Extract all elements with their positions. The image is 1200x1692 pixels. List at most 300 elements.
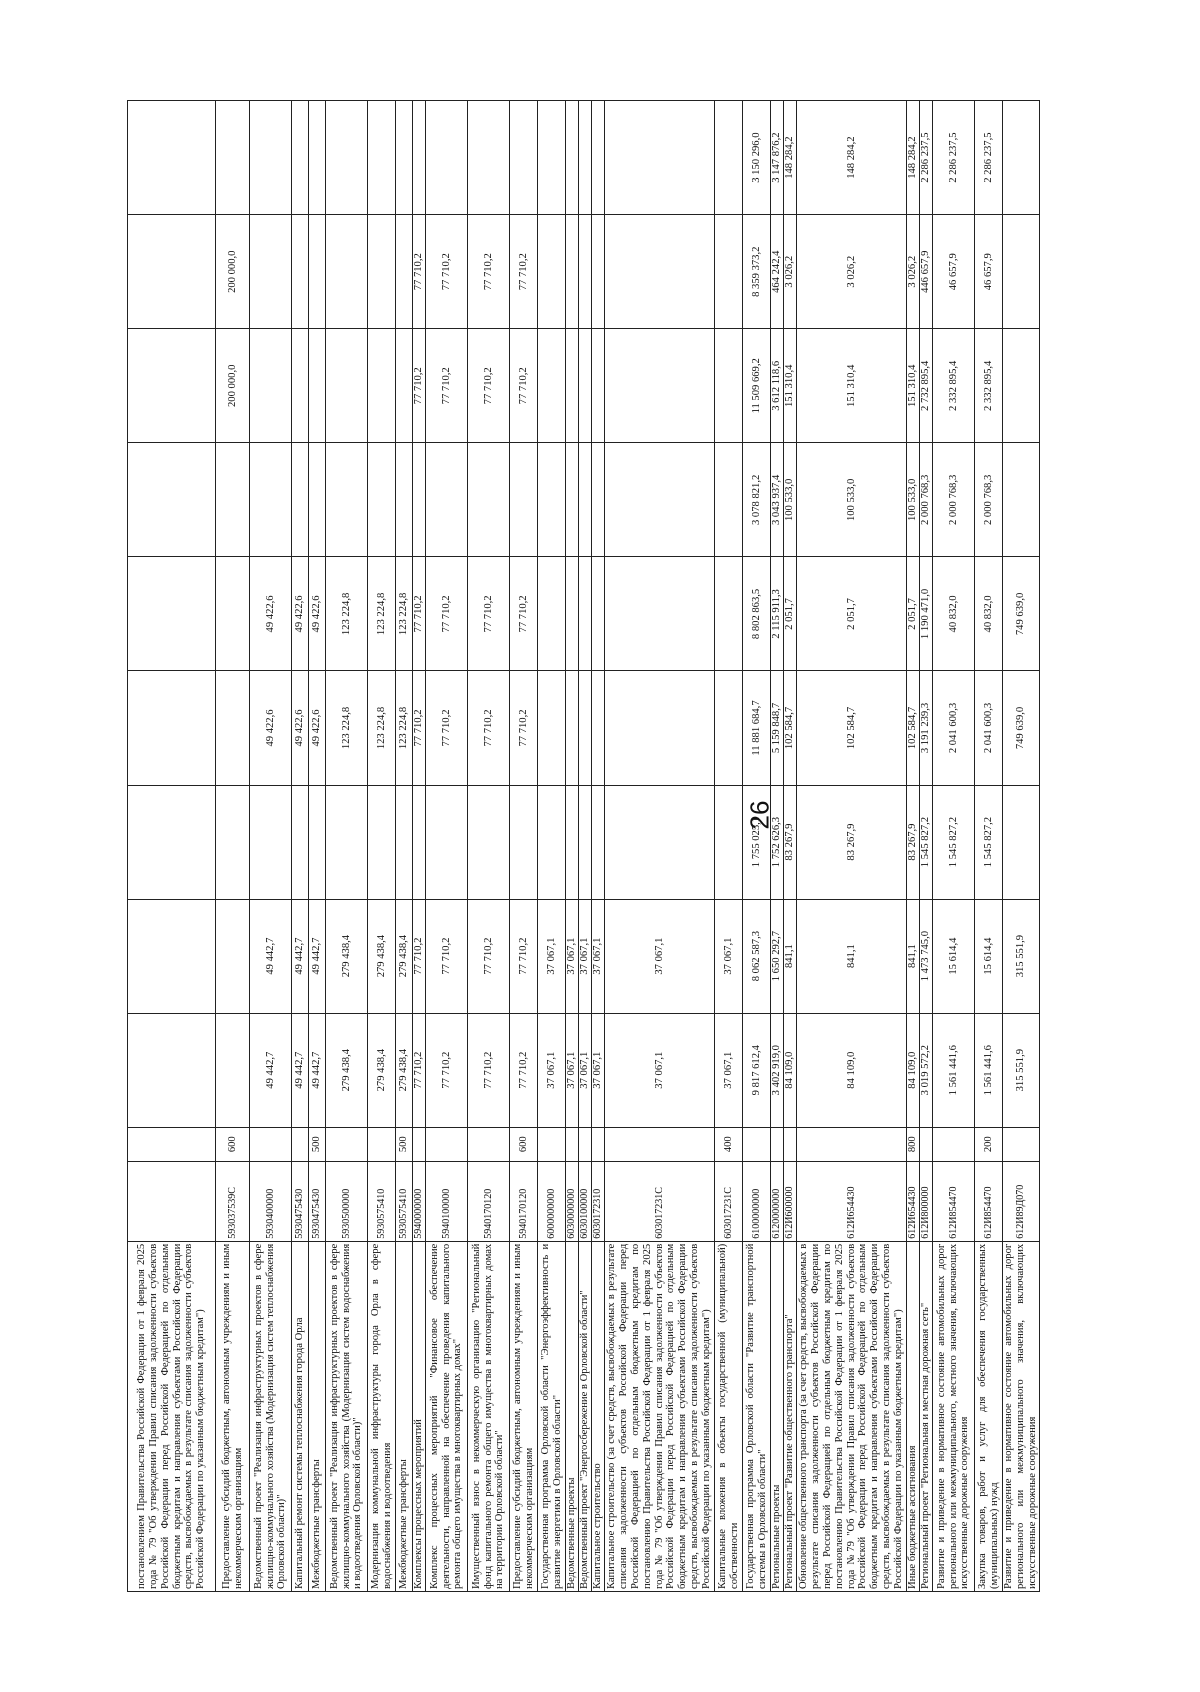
amount-cell: 3 147 876,2 xyxy=(771,101,784,215)
expense-type-cell xyxy=(566,1127,579,1161)
amount-cell xyxy=(309,215,326,329)
amount-cell: 49 442,7 xyxy=(309,899,326,1013)
target-code-cell: 612И800000 xyxy=(920,1161,933,1241)
amount-cell xyxy=(426,101,468,215)
amount-cell: 102 584,7 xyxy=(784,671,797,785)
amount-cell: 2 000 768,3 xyxy=(933,443,975,557)
amount-cell: 84 109,0 xyxy=(797,1013,907,1127)
amount-cell: 151 310,4 xyxy=(907,329,920,443)
amount-cell: 279 438,4 xyxy=(396,1013,413,1127)
row-name-cell: Государственная программа Орловской области "Энергоэффективность и развитие энергетики в Орловской области" xyxy=(538,1241,566,1591)
amount-cell: 77 710,2 xyxy=(413,671,426,785)
amount-cell: 123 224,8 xyxy=(326,671,368,785)
amount-cell: 3 026,2 xyxy=(907,215,920,329)
amount-cell xyxy=(592,329,605,443)
row-name-cell: Закупка товаров, работ и услуг для обеспечения государственных (муниципальных) нужд xyxy=(975,1241,1003,1591)
amount-cell xyxy=(368,785,396,899)
row-name-cell: Ведомственный проект "Реализация инфраструктурных проектов в сфере жилищно-коммунального хозяйства (Модернизация систем теплоснабжения Орловской области)" xyxy=(250,1241,292,1591)
amount-cell xyxy=(538,215,566,329)
amount-cell: 200 000,0 xyxy=(216,329,250,443)
expense-type-cell xyxy=(250,1127,292,1161)
expense-type-cell xyxy=(426,1127,468,1161)
amount-cell: 49 422,6 xyxy=(309,671,326,785)
amount-cell: 3 043 937,4 xyxy=(771,443,784,557)
amount-cell xyxy=(605,101,715,215)
expense-type-cell xyxy=(468,1127,510,1161)
target-code-cell: 612И654430 xyxy=(907,1161,920,1241)
amount-cell: 77 710,2 xyxy=(510,1013,538,1127)
amount-cell: 3 612 118,6 xyxy=(771,329,784,443)
table-row xyxy=(396,101,413,1592)
amount-cell: 315 551,9 xyxy=(1003,1013,1040,1127)
amount-cell: 102 584,7 xyxy=(907,671,920,785)
amount-cell xyxy=(715,101,743,215)
amount-cell xyxy=(592,101,605,215)
amount-cell xyxy=(292,443,309,557)
amount-cell: 3 078 821,2 xyxy=(743,443,771,557)
amount-cell xyxy=(715,785,743,899)
amount-cell xyxy=(1003,785,1040,899)
row-name-cell: Комплексы процессных мероприятий xyxy=(413,1241,426,1591)
row-name-cell: Региональный проект "Развитие общественного транспорта" xyxy=(784,1241,797,1591)
amount-cell: 3 026,2 xyxy=(784,215,797,329)
expense-type-cell xyxy=(128,1127,216,1161)
row-name-cell: Развитие и приведение в нормативное состояние автомобильных дорог регионального или межмуниципального, местного значения, включающих искусственные дорожные сооружения xyxy=(933,1241,975,1591)
amount-cell: 9 817 612,4 xyxy=(743,1013,771,1127)
amount-cell: 2 051,7 xyxy=(797,557,907,671)
amount-cell xyxy=(216,557,250,671)
amount-cell: 2 041 600,3 xyxy=(933,671,975,785)
target-code-cell: 6030172310 xyxy=(592,1161,605,1241)
amount-cell: 1 755 025,1 xyxy=(743,785,771,899)
amount-cell xyxy=(128,899,216,1013)
row-name-cell: постановлением Правительства Российской Федерации от 1 февраля 2025 года № 79 "Об утверждении Правил списания задолженности субъектов Российской Федерации перед Российской Федерацией по отдельным бюджетным кредитам и направления субъектами Российской Федерации средств, высвобождаемых в результате списания задолженности субъектов Российской Федерации по указанным бюджетным кредитам") xyxy=(128,1241,216,1591)
expense-type-cell xyxy=(605,1127,715,1161)
amount-cell xyxy=(128,443,216,557)
amount-cell: 123 224,8 xyxy=(368,557,396,671)
amount-cell xyxy=(216,785,250,899)
amount-cell xyxy=(566,443,579,557)
amount-cell xyxy=(413,785,426,899)
table-frame xyxy=(127,100,1038,1592)
amount-cell xyxy=(326,329,368,443)
amount-cell xyxy=(538,557,566,671)
amount-cell: 83 267,9 xyxy=(797,785,907,899)
target-code-cell: 5940000000 xyxy=(413,1161,426,1241)
amount-cell: 49 422,6 xyxy=(292,671,309,785)
amount-cell xyxy=(368,101,396,215)
amount-cell xyxy=(715,443,743,557)
amount-cell xyxy=(396,215,413,329)
amount-cell: 84 109,0 xyxy=(907,1013,920,1127)
amount-cell: 77 710,2 xyxy=(468,1013,510,1127)
amount-cell: 2 286 237,5 xyxy=(975,101,1003,215)
amount-cell xyxy=(128,329,216,443)
amount-cell: 8 802 863,5 xyxy=(743,557,771,671)
amount-cell: 77 710,2 xyxy=(468,329,510,443)
amount-cell xyxy=(426,443,468,557)
amount-cell: 77 710,2 xyxy=(413,215,426,329)
amount-cell xyxy=(396,785,413,899)
amount-cell xyxy=(309,101,326,215)
row-name-cell: Предоставление субсидий бюджетным, автономным учреждениям и иным некоммерческим организациям xyxy=(510,1241,538,1591)
amount-cell: 37 067,1 xyxy=(605,1013,715,1127)
expense-type-cell xyxy=(771,1127,784,1161)
amount-cell xyxy=(566,215,579,329)
amount-cell: 77 710,2 xyxy=(426,215,468,329)
amount-cell: 464 242,4 xyxy=(771,215,784,329)
amount-cell xyxy=(579,443,592,557)
amount-cell: 49 422,6 xyxy=(250,557,292,671)
amount-cell: 279 438,4 xyxy=(368,899,396,1013)
amount-cell xyxy=(250,785,292,899)
amount-cell: 315 551,9 xyxy=(1003,899,1040,1013)
expense-type-cell: 800 xyxy=(907,1127,920,1161)
amount-cell: 100 533,0 xyxy=(784,443,797,557)
target-code-cell: 5940170120 xyxy=(468,1161,510,1241)
table-row xyxy=(920,101,933,1592)
target-code-cell: 6120000000 xyxy=(771,1161,784,1241)
table-row xyxy=(771,101,784,1592)
amount-cell: 11 509 669,2 xyxy=(743,329,771,443)
amount-cell: 37 067,1 xyxy=(579,899,592,1013)
amount-cell xyxy=(510,101,538,215)
amount-cell xyxy=(426,785,468,899)
amount-cell: 279 438,4 xyxy=(396,899,413,1013)
expense-type-cell: 400 xyxy=(715,1127,743,1161)
table-row xyxy=(579,101,592,1592)
row-name-cell: Капитальное строительство xyxy=(592,1241,605,1591)
amount-cell: 77 710,2 xyxy=(413,557,426,671)
target-code-cell: 593037539С xyxy=(216,1161,250,1241)
amount-cell xyxy=(326,215,368,329)
amount-cell: 2 332 895,4 xyxy=(933,329,975,443)
amount-cell: 77 710,2 xyxy=(510,329,538,443)
amount-cell xyxy=(592,785,605,899)
amount-cell: 40 832,0 xyxy=(933,557,975,671)
amount-cell: 40 832,0 xyxy=(975,557,1003,671)
amount-cell xyxy=(250,443,292,557)
row-name-cell: Ведомственный проект "Энергосбережение в Орловской области" xyxy=(579,1241,592,1591)
expense-type-cell xyxy=(592,1127,605,1161)
amount-cell xyxy=(292,785,309,899)
amount-cell xyxy=(468,785,510,899)
amount-cell: 37 067,1 xyxy=(566,899,579,1013)
amount-cell xyxy=(216,671,250,785)
amount-cell: 2 041 600,3 xyxy=(975,671,1003,785)
rotated-table-container xyxy=(127,100,1038,1592)
amount-cell xyxy=(128,1013,216,1127)
amount-cell xyxy=(605,557,715,671)
row-name-cell: Развитие и приведение в нормативное состояние автомобильных дорог регионального или межмуниципального значения, включающих искусственные дорожные сооружения xyxy=(1003,1241,1040,1591)
amount-cell: 3 191 239,3 xyxy=(920,671,933,785)
amount-cell: 1 752 626,3 xyxy=(771,785,784,899)
expense-type-cell xyxy=(1003,1127,1040,1161)
amount-cell: 1 473 745,0 xyxy=(920,899,933,1013)
amount-cell: 3 150 296,0 xyxy=(743,101,771,215)
amount-cell xyxy=(538,671,566,785)
amount-cell: 49 422,6 xyxy=(309,557,326,671)
amount-cell xyxy=(250,101,292,215)
amount-cell: 200 000,0 xyxy=(216,215,250,329)
row-name-cell: Предоставление субсидий бюджетным, автономным учреждениям и иным некоммерческим организациям xyxy=(216,1241,250,1591)
amount-cell: 83 267,9 xyxy=(784,785,797,899)
target-code-cell: 6030000000 xyxy=(566,1161,579,1241)
amount-cell: 841,1 xyxy=(784,899,797,1013)
table-row xyxy=(413,101,426,1592)
amount-cell: 37 067,1 xyxy=(605,899,715,1013)
amount-cell: 123 224,8 xyxy=(396,671,413,785)
amount-cell: 77 710,2 xyxy=(468,215,510,329)
amount-cell: 77 710,2 xyxy=(413,329,426,443)
amount-cell: 77 710,2 xyxy=(413,899,426,1013)
amount-cell xyxy=(368,443,396,557)
table-row xyxy=(510,101,538,1592)
table-row xyxy=(128,101,216,1592)
amount-cell xyxy=(566,101,579,215)
amount-cell: 1 545 827,2 xyxy=(920,785,933,899)
amount-cell: 46 657,9 xyxy=(933,215,975,329)
amount-cell: 279 438,4 xyxy=(326,899,368,1013)
table-row xyxy=(975,101,1003,1592)
target-code-cell: 612И89Д070 xyxy=(1003,1161,1040,1241)
amount-cell xyxy=(292,101,309,215)
amount-cell xyxy=(715,329,743,443)
amount-cell xyxy=(128,101,216,215)
amount-cell: 151 310,4 xyxy=(797,329,907,443)
amount-cell xyxy=(128,785,216,899)
amount-cell: 3 402 919,0 xyxy=(771,1013,784,1127)
target-code-cell: 612И854470 xyxy=(933,1161,975,1241)
amount-cell: 77 710,2 xyxy=(426,899,468,1013)
amount-cell: 2 051,7 xyxy=(784,557,797,671)
amount-cell: 49 442,7 xyxy=(250,1013,292,1127)
amount-cell: 77 710,2 xyxy=(468,557,510,671)
amount-cell: 2 000 768,3 xyxy=(920,443,933,557)
amount-cell: 49 442,7 xyxy=(309,1013,326,1127)
amount-cell: 1 190 471,0 xyxy=(920,557,933,671)
amount-cell: 1 650 292,7 xyxy=(771,899,784,1013)
table-row xyxy=(426,101,468,1592)
amount-cell xyxy=(413,101,426,215)
amount-cell: 1 561 441,6 xyxy=(975,1013,1003,1127)
amount-cell: 11 881 684,7 xyxy=(743,671,771,785)
table-row xyxy=(292,101,309,1592)
amount-cell: 49 422,6 xyxy=(292,557,309,671)
amount-cell: 37 067,1 xyxy=(592,1013,605,1127)
amount-cell xyxy=(468,443,510,557)
amount-cell xyxy=(128,557,216,671)
expense-type-cell xyxy=(743,1127,771,1161)
target-code-cell xyxy=(128,1161,216,1241)
amount-cell: 8 359 373,2 xyxy=(743,215,771,329)
amount-cell xyxy=(715,671,743,785)
amount-cell: 37 067,1 xyxy=(538,899,566,1013)
amount-cell xyxy=(309,443,326,557)
amount-cell: 279 438,4 xyxy=(368,1013,396,1127)
amount-cell xyxy=(605,443,715,557)
amount-cell: 2 115 911,3 xyxy=(771,557,784,671)
row-name-cell: Модернизация коммунальной инфраструктуры города Орла в сфере водоснабжения и водоотведения xyxy=(368,1241,396,1591)
amount-cell: 77 710,2 xyxy=(426,557,468,671)
amount-cell xyxy=(1003,443,1040,557)
amount-cell: 1 545 827,2 xyxy=(933,785,975,899)
row-name-cell: Комплекс процессных мероприятий "Финансовое обеспечение деятельности, направленной на обеспечение проведения капитального ремонта общего имущества в многоквартирных домах" xyxy=(426,1241,468,1591)
row-name-cell: Капитальные вложения в объекты государственной (муниципальной) собственности xyxy=(715,1241,743,1591)
amount-cell: 100 533,0 xyxy=(797,443,907,557)
amount-cell xyxy=(468,101,510,215)
amount-cell: 77 710,2 xyxy=(510,671,538,785)
target-code-cell: 612И854470 xyxy=(975,1161,1003,1241)
amount-cell xyxy=(326,785,368,899)
budget-table-body xyxy=(128,101,1040,1592)
row-name-cell: Капитальное строительство (за счет средств, высвобождаемых в результате списания задолженности субъектов Российской Федерации перед Российской Федерацией по отдельным бюджетным кредитам по постановлению Правительства Российской Федерации от 1 февраля 2025 года № 79 "Об утверждении Правил списания задолженности субъектов Российской Федерации перед Российской Федерацией по отдельным бюджетным кредитам и направления субъектами Российской Федерации средств, высвобождаемых в результате списания задолженности субъектов Российской Федерации по указанным бюджетным кредитам") xyxy=(605,1241,715,1591)
amount-cell xyxy=(216,101,250,215)
target-code-cell: 612И654430 xyxy=(797,1161,907,1241)
amount-cell xyxy=(396,329,413,443)
amount-cell: 77 710,2 xyxy=(510,557,538,671)
amount-cell: 77 710,2 xyxy=(468,671,510,785)
expense-type-cell xyxy=(292,1127,309,1161)
amount-cell xyxy=(250,329,292,443)
amount-cell xyxy=(128,671,216,785)
amount-cell xyxy=(566,557,579,671)
amount-cell: 3 026,2 xyxy=(797,215,907,329)
amount-cell: 279 438,4 xyxy=(326,1013,368,1127)
target-code-cell: 6100000000 xyxy=(743,1161,771,1241)
expense-type-cell: 200 xyxy=(975,1127,1003,1161)
amount-cell: 100 533,0 xyxy=(907,443,920,557)
target-code-cell: 6000000000 xyxy=(538,1161,566,1241)
row-name-cell: Ведомственные проекты xyxy=(566,1241,579,1591)
amount-cell xyxy=(605,671,715,785)
amount-cell: 15 614,4 xyxy=(933,899,975,1013)
expense-type-cell xyxy=(797,1127,907,1161)
row-name-cell: Иные бюджетные ассигнования xyxy=(907,1241,920,1591)
target-code-cell: 6030100000 xyxy=(579,1161,592,1241)
table-row xyxy=(784,101,797,1592)
amount-cell: 123 224,8 xyxy=(368,671,396,785)
expense-type-cell xyxy=(784,1127,797,1161)
amount-cell: 151 310,4 xyxy=(784,329,797,443)
amount-cell xyxy=(368,329,396,443)
amount-cell xyxy=(566,671,579,785)
amount-cell: 2 286 237,5 xyxy=(933,101,975,215)
table-row xyxy=(907,101,920,1592)
amount-cell xyxy=(592,557,605,671)
amount-cell xyxy=(309,785,326,899)
amount-cell: 37 067,1 xyxy=(566,1013,579,1127)
amount-cell xyxy=(592,215,605,329)
amount-cell xyxy=(538,443,566,557)
amount-cell: 77 710,2 xyxy=(510,215,538,329)
amount-cell: 77 710,2 xyxy=(413,1013,426,1127)
amount-cell: 37 067,1 xyxy=(538,1013,566,1127)
target-code-cell: 5940100000 xyxy=(426,1161,468,1241)
amount-cell: 2 332 895,4 xyxy=(975,329,1003,443)
table-row xyxy=(326,101,368,1592)
expense-type-cell xyxy=(413,1127,426,1161)
amount-cell xyxy=(326,443,368,557)
table-row xyxy=(933,101,975,1592)
amount-cell: 2 286 237,5 xyxy=(920,101,933,215)
amount-cell xyxy=(413,443,426,557)
amount-cell: 446 657,9 xyxy=(920,215,933,329)
amount-cell: 123 224,8 xyxy=(396,557,413,671)
amount-cell xyxy=(1003,101,1040,215)
amount-cell xyxy=(1003,329,1040,443)
row-name-cell: Региональный проект "Региональная и местная дорожная сеть" xyxy=(920,1241,933,1591)
target-code-cell: 5930500000 xyxy=(326,1161,368,1241)
row-name-cell: Государственная программа Орловской области "Развитие транспортной системы в Орловской области" xyxy=(743,1241,771,1591)
amount-cell xyxy=(605,329,715,443)
amount-cell xyxy=(396,443,413,557)
amount-cell: 2 000 768,3 xyxy=(975,443,1003,557)
amount-cell: 749 639,0 xyxy=(1003,671,1040,785)
row-name-cell: Ведомственный проект "Реализация инфраструктурных проектов в сфере жилищно-коммунального хозяйства (Модернизация систем водоснабжения и водоотведения Орловской области)" xyxy=(326,1241,368,1591)
budget-table xyxy=(127,100,1040,1592)
amount-cell xyxy=(715,557,743,671)
amount-cell: 46 657,9 xyxy=(975,215,1003,329)
table-row xyxy=(468,101,510,1592)
amount-cell xyxy=(579,329,592,443)
table-row xyxy=(309,101,326,1592)
amount-cell xyxy=(216,899,250,1013)
table-row xyxy=(1003,101,1040,1592)
amount-cell xyxy=(566,329,579,443)
amount-cell: 37 067,1 xyxy=(715,899,743,1013)
amount-cell: 37 067,1 xyxy=(592,899,605,1013)
amount-cell xyxy=(715,215,743,329)
target-code-cell: 603017231С xyxy=(715,1161,743,1241)
amount-cell xyxy=(368,215,396,329)
target-code-cell: 5930400000 xyxy=(250,1161,292,1241)
amount-cell: 148 284,2 xyxy=(784,101,797,215)
table-row xyxy=(605,101,715,1592)
amount-cell: 84 109,0 xyxy=(784,1013,797,1127)
amount-cell: 2 051,7 xyxy=(907,557,920,671)
amount-cell: 49 442,7 xyxy=(292,899,309,1013)
amount-cell: 1 545 827,2 xyxy=(975,785,1003,899)
amount-cell xyxy=(292,329,309,443)
table-row xyxy=(715,101,743,1592)
target-code-cell: 5930475430 xyxy=(309,1161,326,1241)
amount-cell: 148 284,2 xyxy=(797,101,907,215)
amount-cell xyxy=(592,671,605,785)
expense-type-cell xyxy=(368,1127,396,1161)
amount-cell: 1 561 441,6 xyxy=(933,1013,975,1127)
amount-cell xyxy=(566,785,579,899)
amount-cell: 749 639,0 xyxy=(1003,557,1040,671)
target-code-cell: 5930575410 xyxy=(368,1161,396,1241)
amount-cell: 841,1 xyxy=(907,899,920,1013)
row-name-cell: Региональные проекты xyxy=(771,1241,784,1591)
amount-cell xyxy=(579,215,592,329)
amount-cell: 8 062 587,3 xyxy=(743,899,771,1013)
amount-cell xyxy=(1003,215,1040,329)
table-row xyxy=(743,101,771,1592)
table-row xyxy=(592,101,605,1592)
table-row xyxy=(250,101,292,1592)
target-code-cell: 612И600000 xyxy=(784,1161,797,1241)
expense-type-cell xyxy=(920,1127,933,1161)
expense-type-cell: 600 xyxy=(216,1127,250,1161)
amount-cell: 2 732 895,4 xyxy=(920,329,933,443)
expense-type-cell xyxy=(579,1127,592,1161)
amount-cell xyxy=(592,443,605,557)
page-number: 26 xyxy=(744,800,775,830)
target-code-cell: 5940170120 xyxy=(510,1161,538,1241)
